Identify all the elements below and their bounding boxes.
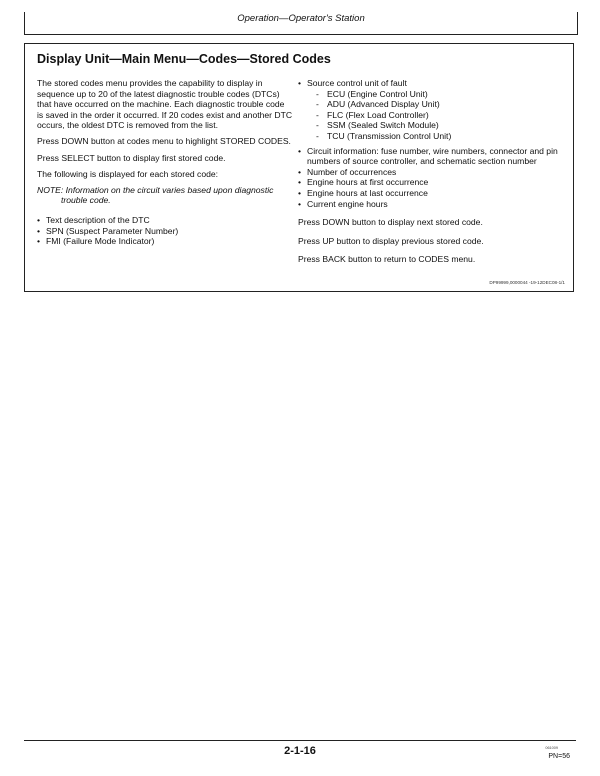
list-item: • Text description of the DTC [37,215,293,226]
list-item: • Number of occurrences [298,167,564,178]
page-number: 2-1-16 [284,745,316,757]
document-reference: DP99999,0000044 -19-12DEC08-1/1 [489,280,565,285]
instruction-back: Press BACK button to return to CODES menu. [298,254,476,265]
footer-code: 061009 [545,746,558,750]
displayed-intro: The following is displayed for each stored code: [37,168,219,179]
source-unit-list [307,89,564,142]
pn-label: PN=56 [548,753,570,760]
list-item: - ECU (Engine Control Unit) [307,89,564,100]
list-item: • Engine hours at last occurrence [298,188,564,199]
left-column [37,78,293,251]
list-item: - SSM (Sealed Switch Module) [307,120,564,131]
right-bullet-list [298,78,564,209]
instruction-select: Press SELECT button to display first stored code. [37,152,226,163]
instruction-up: Press UP button to display previous stored code. [298,235,484,246]
content-section [24,43,574,292]
instruction-down: Press DOWN button to display next stored code. [298,217,483,228]
footer-divider [24,740,576,741]
list-item: • SPN (Suspect Parameter Number) [37,226,293,237]
list-item: • Current engine hours [298,199,564,210]
list-item: • Circuit information: fuse number, wire numbers, connector and pin numbers of source controller, and schematic section number [298,146,564,167]
source-bullet-text: Source control unit of fault [307,78,407,88]
list-item: - FLC (Flex Load Controller) [307,110,564,121]
section-title: Display Unit—Main Menu—Codes—Stored Codes [37,52,331,66]
intro-paragraph: The stored codes menu provides the capability to display in sequence up to 20 of the latest diagnostic trouble codes (DTCs) that have occurred on the machine. Each diagnostic trouble code is saved in the order it occurred. If 20 codes exist and another DTC occurs, the oldest DTC is removed from the list. [37,78,293,131]
right-column [298,78,564,270]
list-item: • Engine hours at first occurrence [298,177,564,188]
note: NOTE: Information on the circuit varies based upon diagnostic trouble code. [37,184,274,206]
list-item: - ADU (Advanced Display Unit) [307,99,564,110]
instruction-highlight: Press DOWN button at codes menu to highlight STORED CODES. [37,136,291,147]
left-bullet-list [37,215,293,247]
list-item: • FMI (Failure Mode Indicator) [37,236,293,247]
list-item [298,78,564,142]
list-item: - TCU (Transmission Control Unit) [307,131,564,142]
running-header-title: Operation—Operator's Station [237,13,365,24]
running-header [24,12,578,35]
